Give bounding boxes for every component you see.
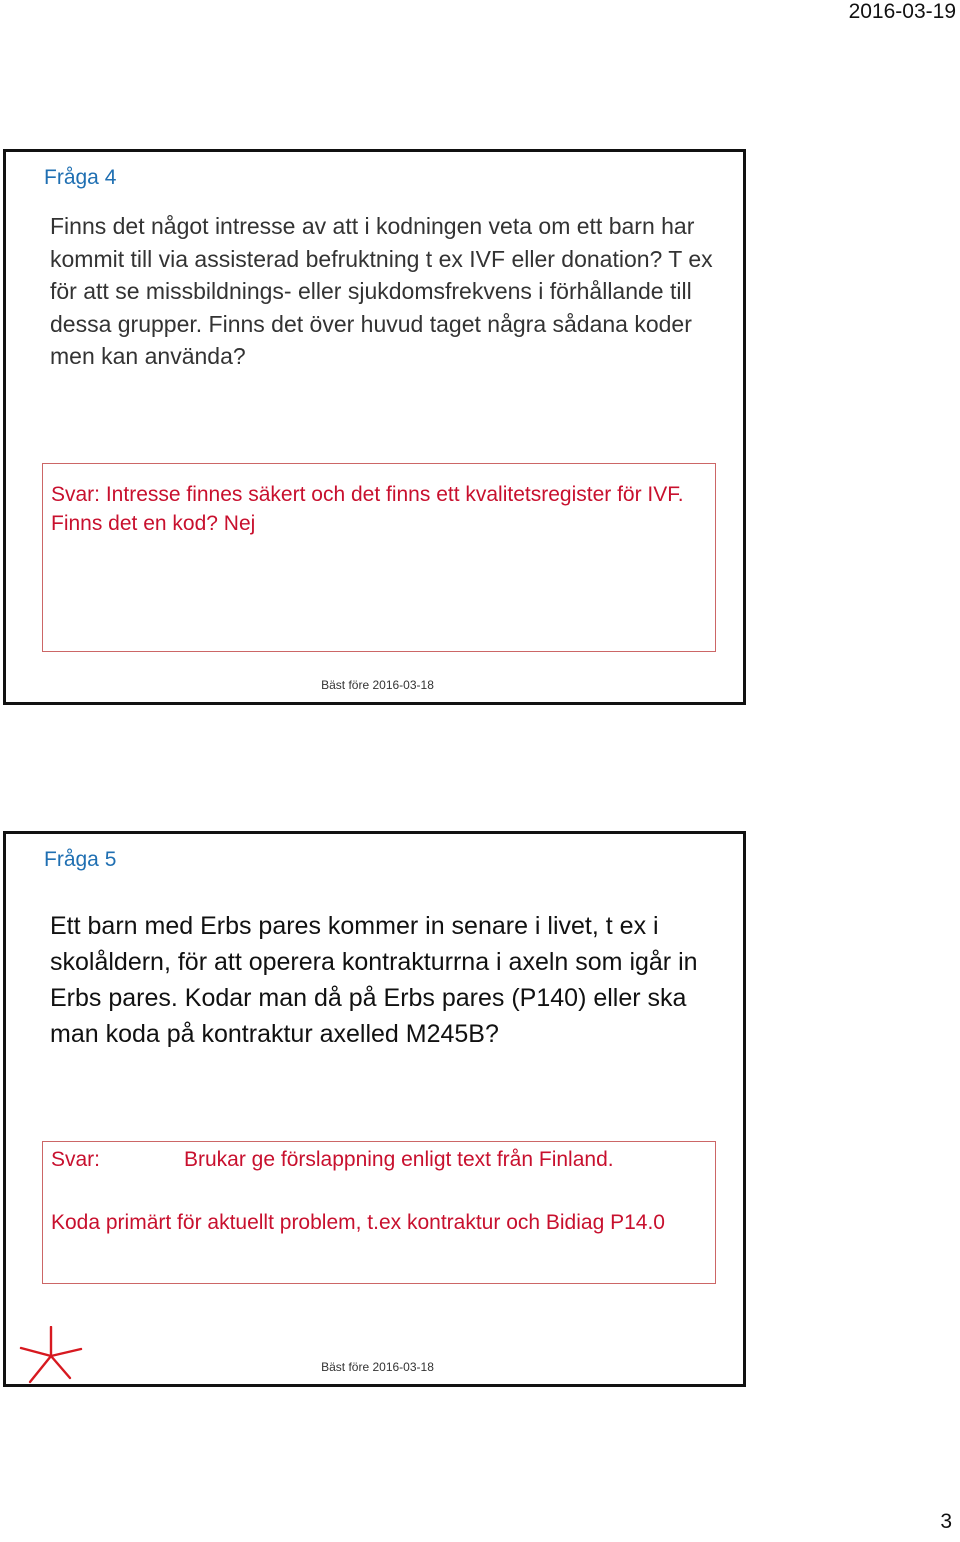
answer-label: Svar: [51, 1148, 101, 1171]
footer-text: Bäst före 2016-03-18 [321, 1360, 434, 1374]
page-number: 3 [940, 1510, 952, 1533]
slide-fraga-5 [3, 831, 746, 1387]
answer-box [42, 463, 716, 652]
slide-fraga-4 [3, 149, 746, 705]
slide-footer [6, 678, 749, 692]
answer-box [42, 1141, 716, 1284]
answer-line-2: Koda primärt för aktuellt problem, t.ex kontraktur och Bidiag P14.0 [51, 1211, 665, 1234]
slide-footer [6, 1360, 749, 1374]
answer-line-1: Brukar ge förslappning enligt text från Finland. [184, 1148, 614, 1171]
question-text: Finns det något intresse av att i kodningen veta om ett barn har kommit till via assisterad befruktning t ex IVF eller donation? T ex för att se missbildnings- eller sjukdomsfrekvens i förhållande till dessa grupper. Finns det över huvud taget några sådana koder men kan använda? [50, 213, 713, 369]
slide-title: Fråga 4 [44, 166, 117, 189]
red-star-icon [18, 1326, 84, 1391]
question-text: Ett barn med Erbs pares kommer in senare i livet, t ex i skolåldern, för att operera kontrakturrna i axeln som igår in Erbs pares. Kodar man då på Erbs pares (P140) eller ska man koda på kontraktur axelled M245B? [50, 912, 698, 1048]
answer-text: Svar: Intresse finnes säkert och det finns ett kvalitetsregister för IVF. Finns det en kod? Nej [51, 483, 684, 535]
footer-text: Bäst före 2016-03-18 [321, 678, 434, 692]
page-date: 2016-03-19 [848, 0, 956, 23]
slide-title: Fråga 5 [44, 848, 117, 871]
